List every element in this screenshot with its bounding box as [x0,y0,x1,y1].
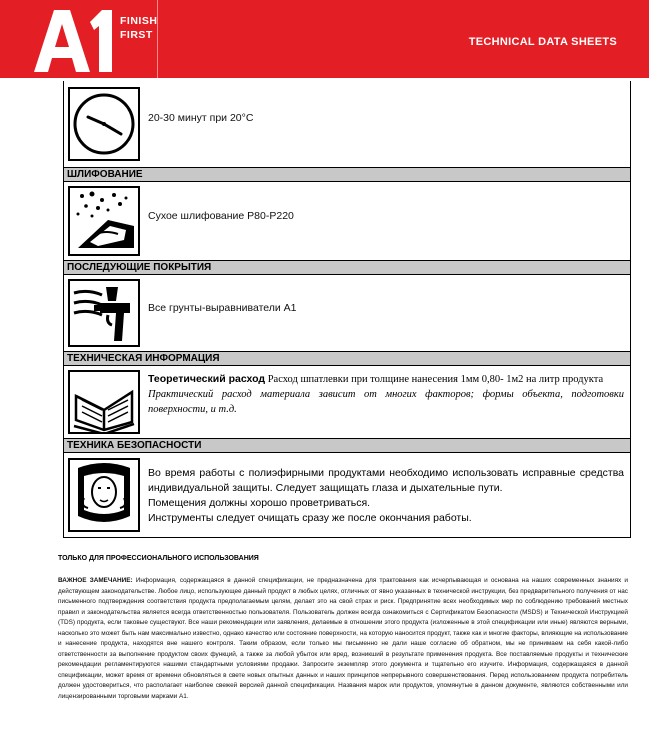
tech-header: ТЕХНИЧЕСКАЯ ИНФОРМАЦИЯ [63,352,631,366]
tech-consumption-text: Расход шпатлевки при толщине нанесения 1мм 0,80- 1м2 на литр продукта [265,374,604,385]
data-sheet-table [63,81,631,538]
sanding-header: ШЛИФОВАНИЕ [63,168,631,182]
a1-logo [32,6,114,74]
notice-text: Информация, содержащаяся в данной спецификации, не предназначена для трактования как исчерпывающая и основана на наших современных знаниях и действующем законодательстве. Любое лицо, использующее данный продукт в любых целях, отличных от явно указанных в технической инструкции, без предварительного получения от нас письменного подтверждения соответствия продукта предполагаемым целям, делает это на свой страх и риск. Предпринятие всех необходимых мер по соблюдению требований местных правил и законодательства является всегда ответственностью пользователя. Пользователь должен всегда ознакомиться с Сертификатом Безопасности (MSDS) и Технической Инструкцией (TDS) продукта, если таковые существуют. Все наши рекомендации или заявления, делаемые в отношении этого продукта (изложенные в этой спецификации или иные) являются верными, насколько это может быть нам максимально известно, однако качество или состояние поверхности, на которую наносится продукт, также как и многие факторы, влияющие на использование и нанесение продукта, находятся вне нашего контроля. Таким образом, если только мы письменно не дали наше согласие об обратном, мы не принимаем на себя какой-либо ответственности за выполнение продуктом своих функций, а также за любой убыток или вред, возникший в результате применения продукта. Все поставляемые продукты и технические рекомендации регламентируются нашими стандартными условиями продажи. Запросите экземпляр этого документа и тщательно его изучите. Информация, содержащаяся в данной спецификации, может время от времени обновляться в свете новых опытных данных и наших принципов непрерывного совершенствования. Перед использованием продукта потребитель должен удостовериться, что располагает наиболее свежей версией данной спецификации. Названия марок или продуктов, упомянутые в данном документе, являются собственными или лицензированными торговыми марками A1. [58,577,628,700]
safety-line-1: Во время работы с полиэфирными продуктами необходимо использовать исправные средства индивидуальной защиты. Следует защищать глаза и дыхательные пути. [148,467,624,494]
header-bar [0,0,649,78]
page-title: TECHNICAL DATA SHEETS [468,36,617,48]
face-shield-icon [68,458,140,532]
drying-text: 20-30 минут при 20°C [148,112,254,124]
coatings-header: ПОСЛЕДУЮЩИЕ ПОКРЫТИЯ [63,261,631,275]
tech-info-text [148,372,624,417]
spray-gun-icon [68,279,140,347]
logo-tagline: FINISH FIRST [120,15,158,41]
sanding-text: Сухое шлифование P80-P220 [148,210,294,222]
safety-line-3: Инструменты следует очищать сразу же после окончания работы. [148,512,472,524]
important-notice [58,576,628,702]
safety-text [148,466,624,526]
open-book-icon [68,370,140,434]
sanding-hand-icon [68,186,140,256]
safety-line-2: Помещения должны хорошо проветриваться. [148,497,371,509]
logo-divider [157,0,158,78]
tech-bold-label: Теоретический расход [148,373,266,385]
safety-header: ТЕХНИКА БЕЗОПАСНОСТИ [63,439,631,453]
notice-label: ВАЖНОЕ ЗАМЕЧАНИЕ: [58,577,133,584]
coatings-text: Все грунты-выравниватели A1 [148,302,297,314]
tech-row [63,366,631,439]
tech-italic-note: Практический расход материала зависит от многих факторов; формы объекта, подготовки поверхности, и т.д. [148,389,624,415]
safety-row [63,453,631,538]
clock-icon [68,86,140,162]
coatings-row [63,275,631,352]
sanding-row [63,182,631,261]
professional-use-title: ТОЛЬКО ДЛЯ ПРОФЕССИОНАЛЬНОГО ИСПОЛЬЗОВАНИЯ [58,555,259,562]
drying-row [63,81,631,168]
